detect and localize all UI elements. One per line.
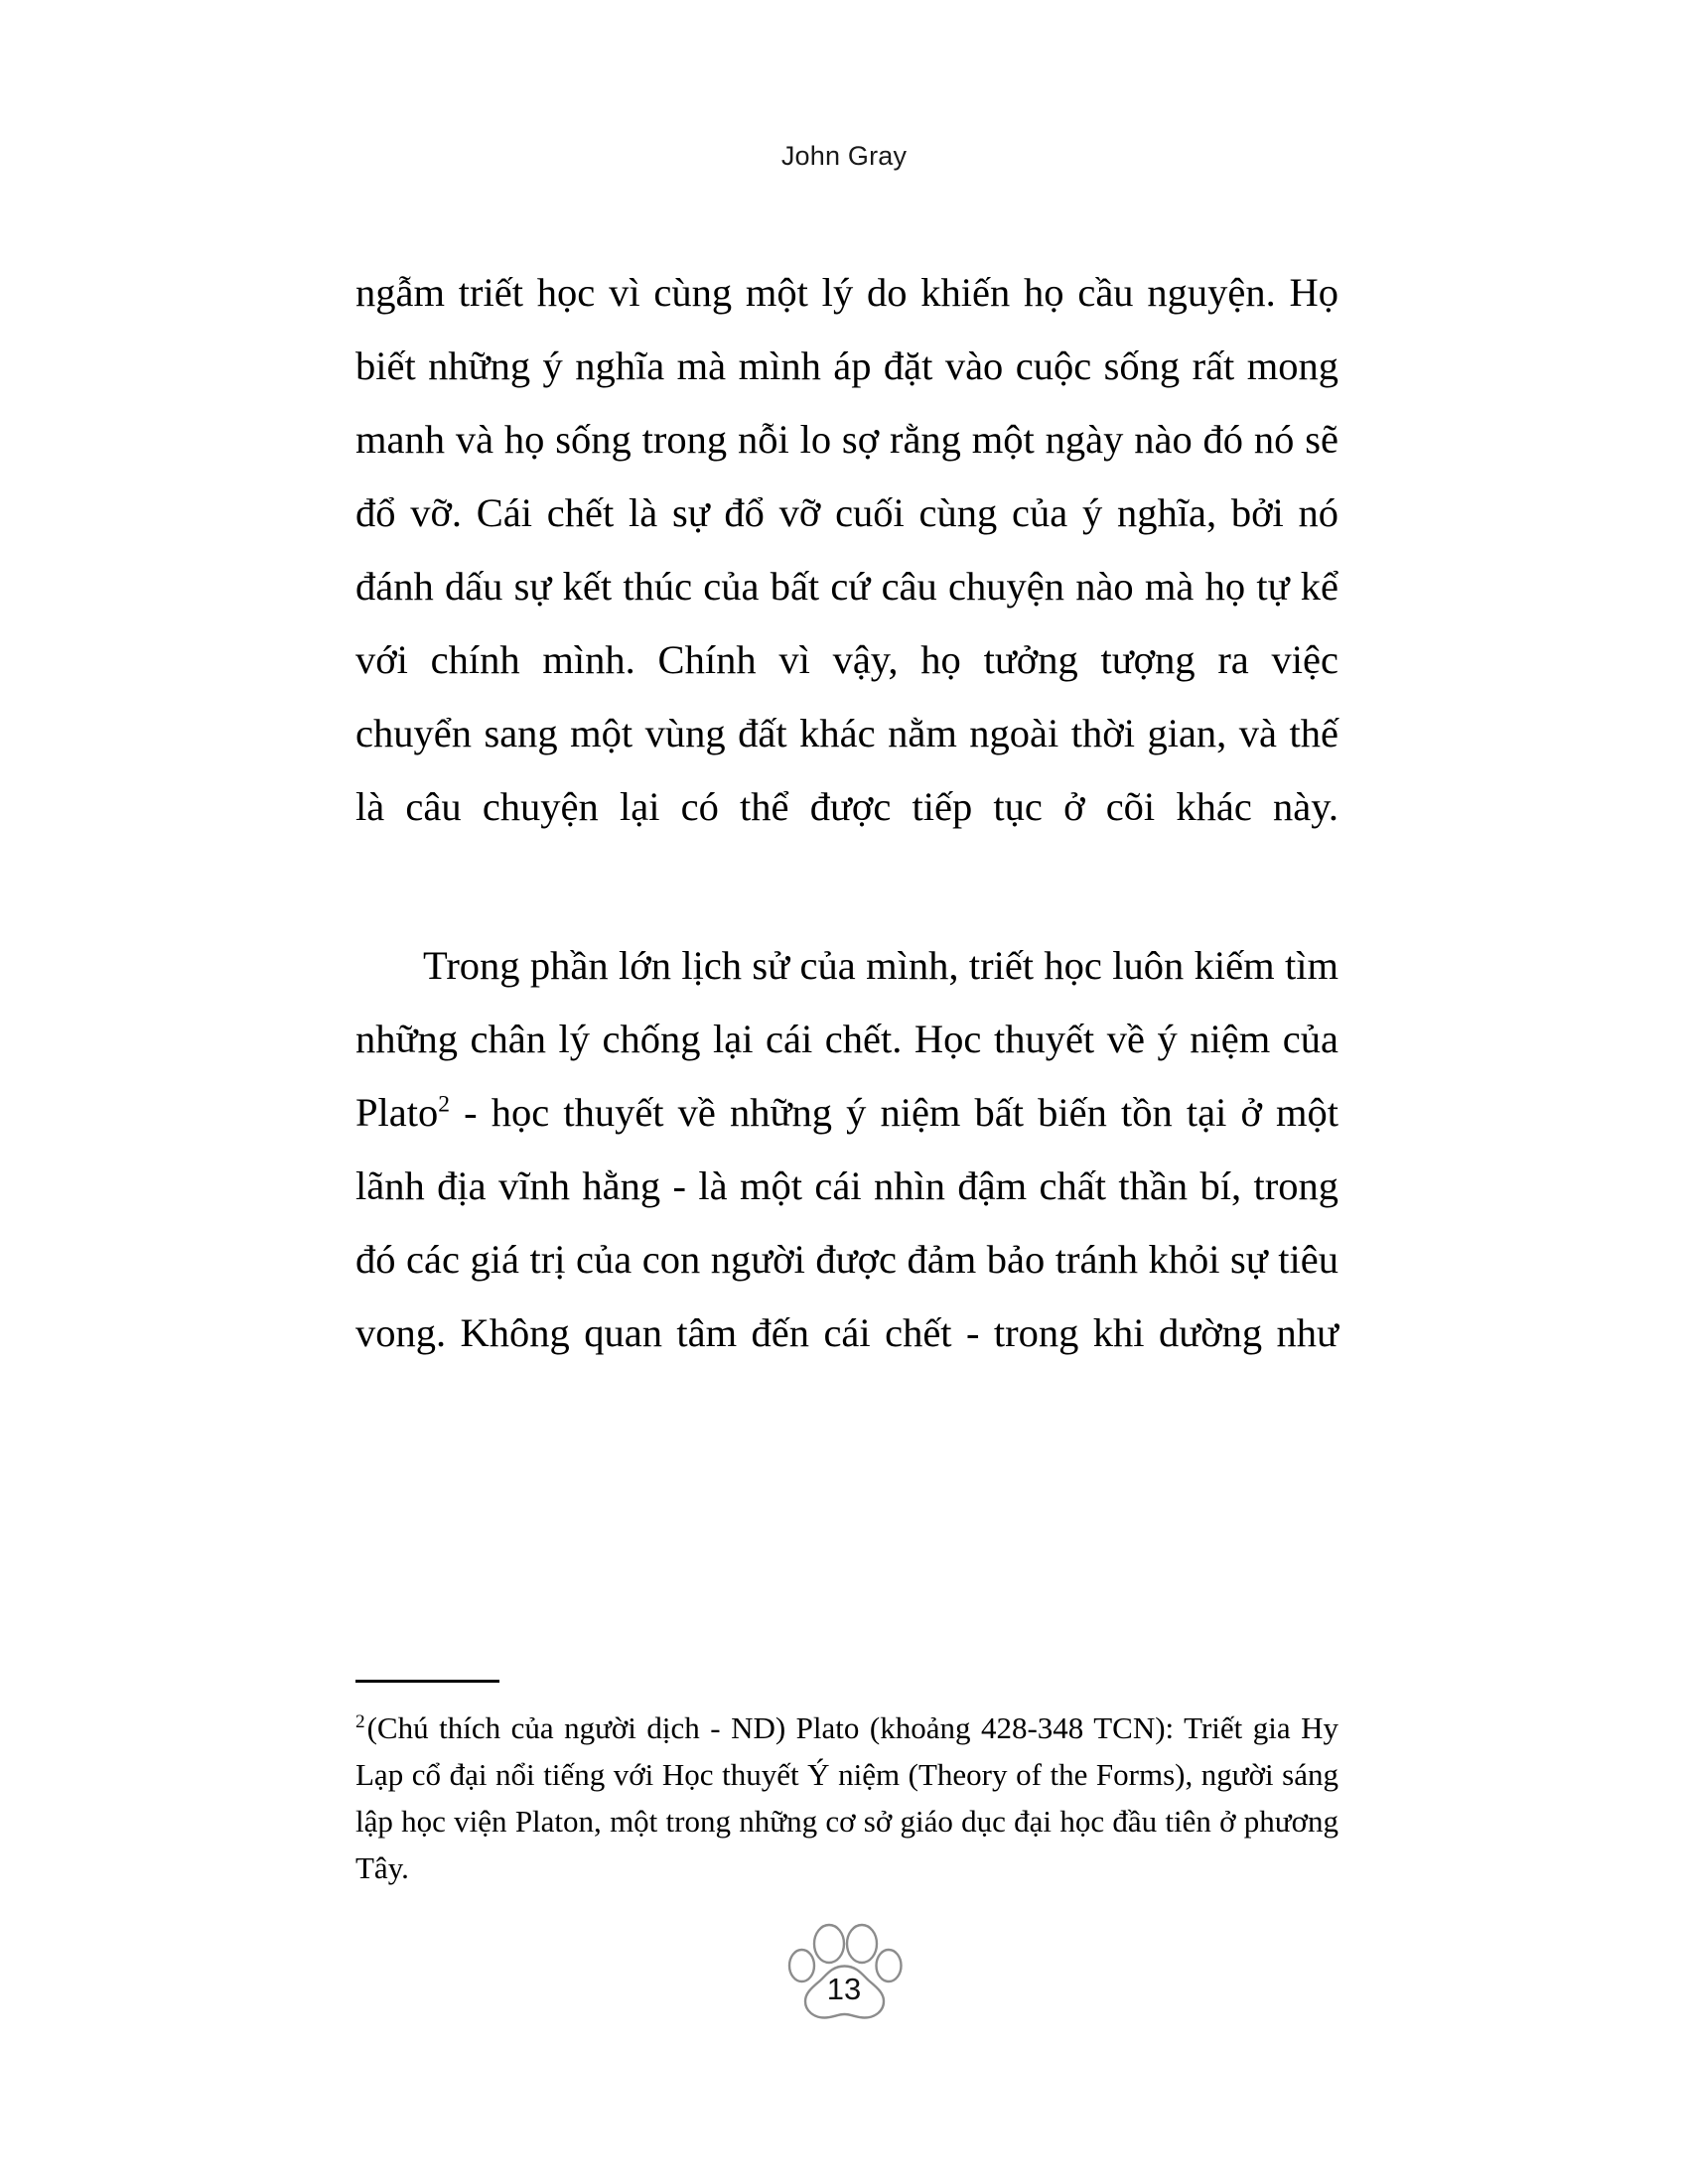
folio-ornament-wrap [780,1918,908,2023]
page-footer [0,1918,1688,2023]
footnote-number: 2 [355,1710,365,1732]
footnote-separator-rule [355,1680,499,1683]
footnote-body-text: (Chú thích của người dịch - ND) Plato (khoảng 428-348 TCN): Triết gia Hy Lạp cổ đại nổi tiếng với Học thuyết Ý niệm (Theory of the Forms), người sáng lập học viện Platon, một trong những cơ sở giáo dục đại học đầu tiên ở phương Tây. [355,1710,1338,1885]
footnote-area [355,1680,1338,1938]
footnote-reference-marker[interactable]: 2 [438,1091,451,1118]
paw-print-icon [780,1918,908,2023]
body-text-block [355,256,1338,1443]
paragraph-1: ngẫm triết học vì cùng một lý do khiến họ cầu nguyện. Họ biết những ý nghĩa mà mình áp đặt vào cuộc sống rất mong manh và họ sống trong nỗi lo sợ rằng một ngày nào đó nó sẽ đổ vỡ. Cái chết là sự đổ vỡ cuối cùng của ý nghĩa, bởi nó đánh dấu sự kết thúc của bất cứ câu chuyện nào mà họ tự kể với chính mình. Chính vì vậy, họ tưởng tượng ra việc chuyển sang một vùng đất khác nằm ngoài thời gian, và thế là câu chuyện lại có thể được tiếp tục ở cõi khác này. [355,270,1338,829]
paragraph-2-text-before-footnote-ref: Trong phần lớn lịch sử của mình, triết học luôn kiếm tìm những chân lý chống lại cái chết. Học thuyết về ý niệm của Plato [355,943,1338,1135]
footnote-entry [355,1705,1338,1938]
running-head: John Gray [780,141,908,171]
paragraph-2-text-after-footnote-ref: - học thuyết về những ý niệm bất biến tồn tại ở một lãnh địa vĩnh hằng - là một cái nhìn đậm chất thần bí, trong đó các giá trị của con người được đảm bảo tránh khỏi sự tiêu vong. Không quan tâm đến cái chết - trong khi dường như [355,1090,1338,1355]
page-number: 13 [826,1972,862,2006]
paragraph-2 [355,929,1338,1443]
